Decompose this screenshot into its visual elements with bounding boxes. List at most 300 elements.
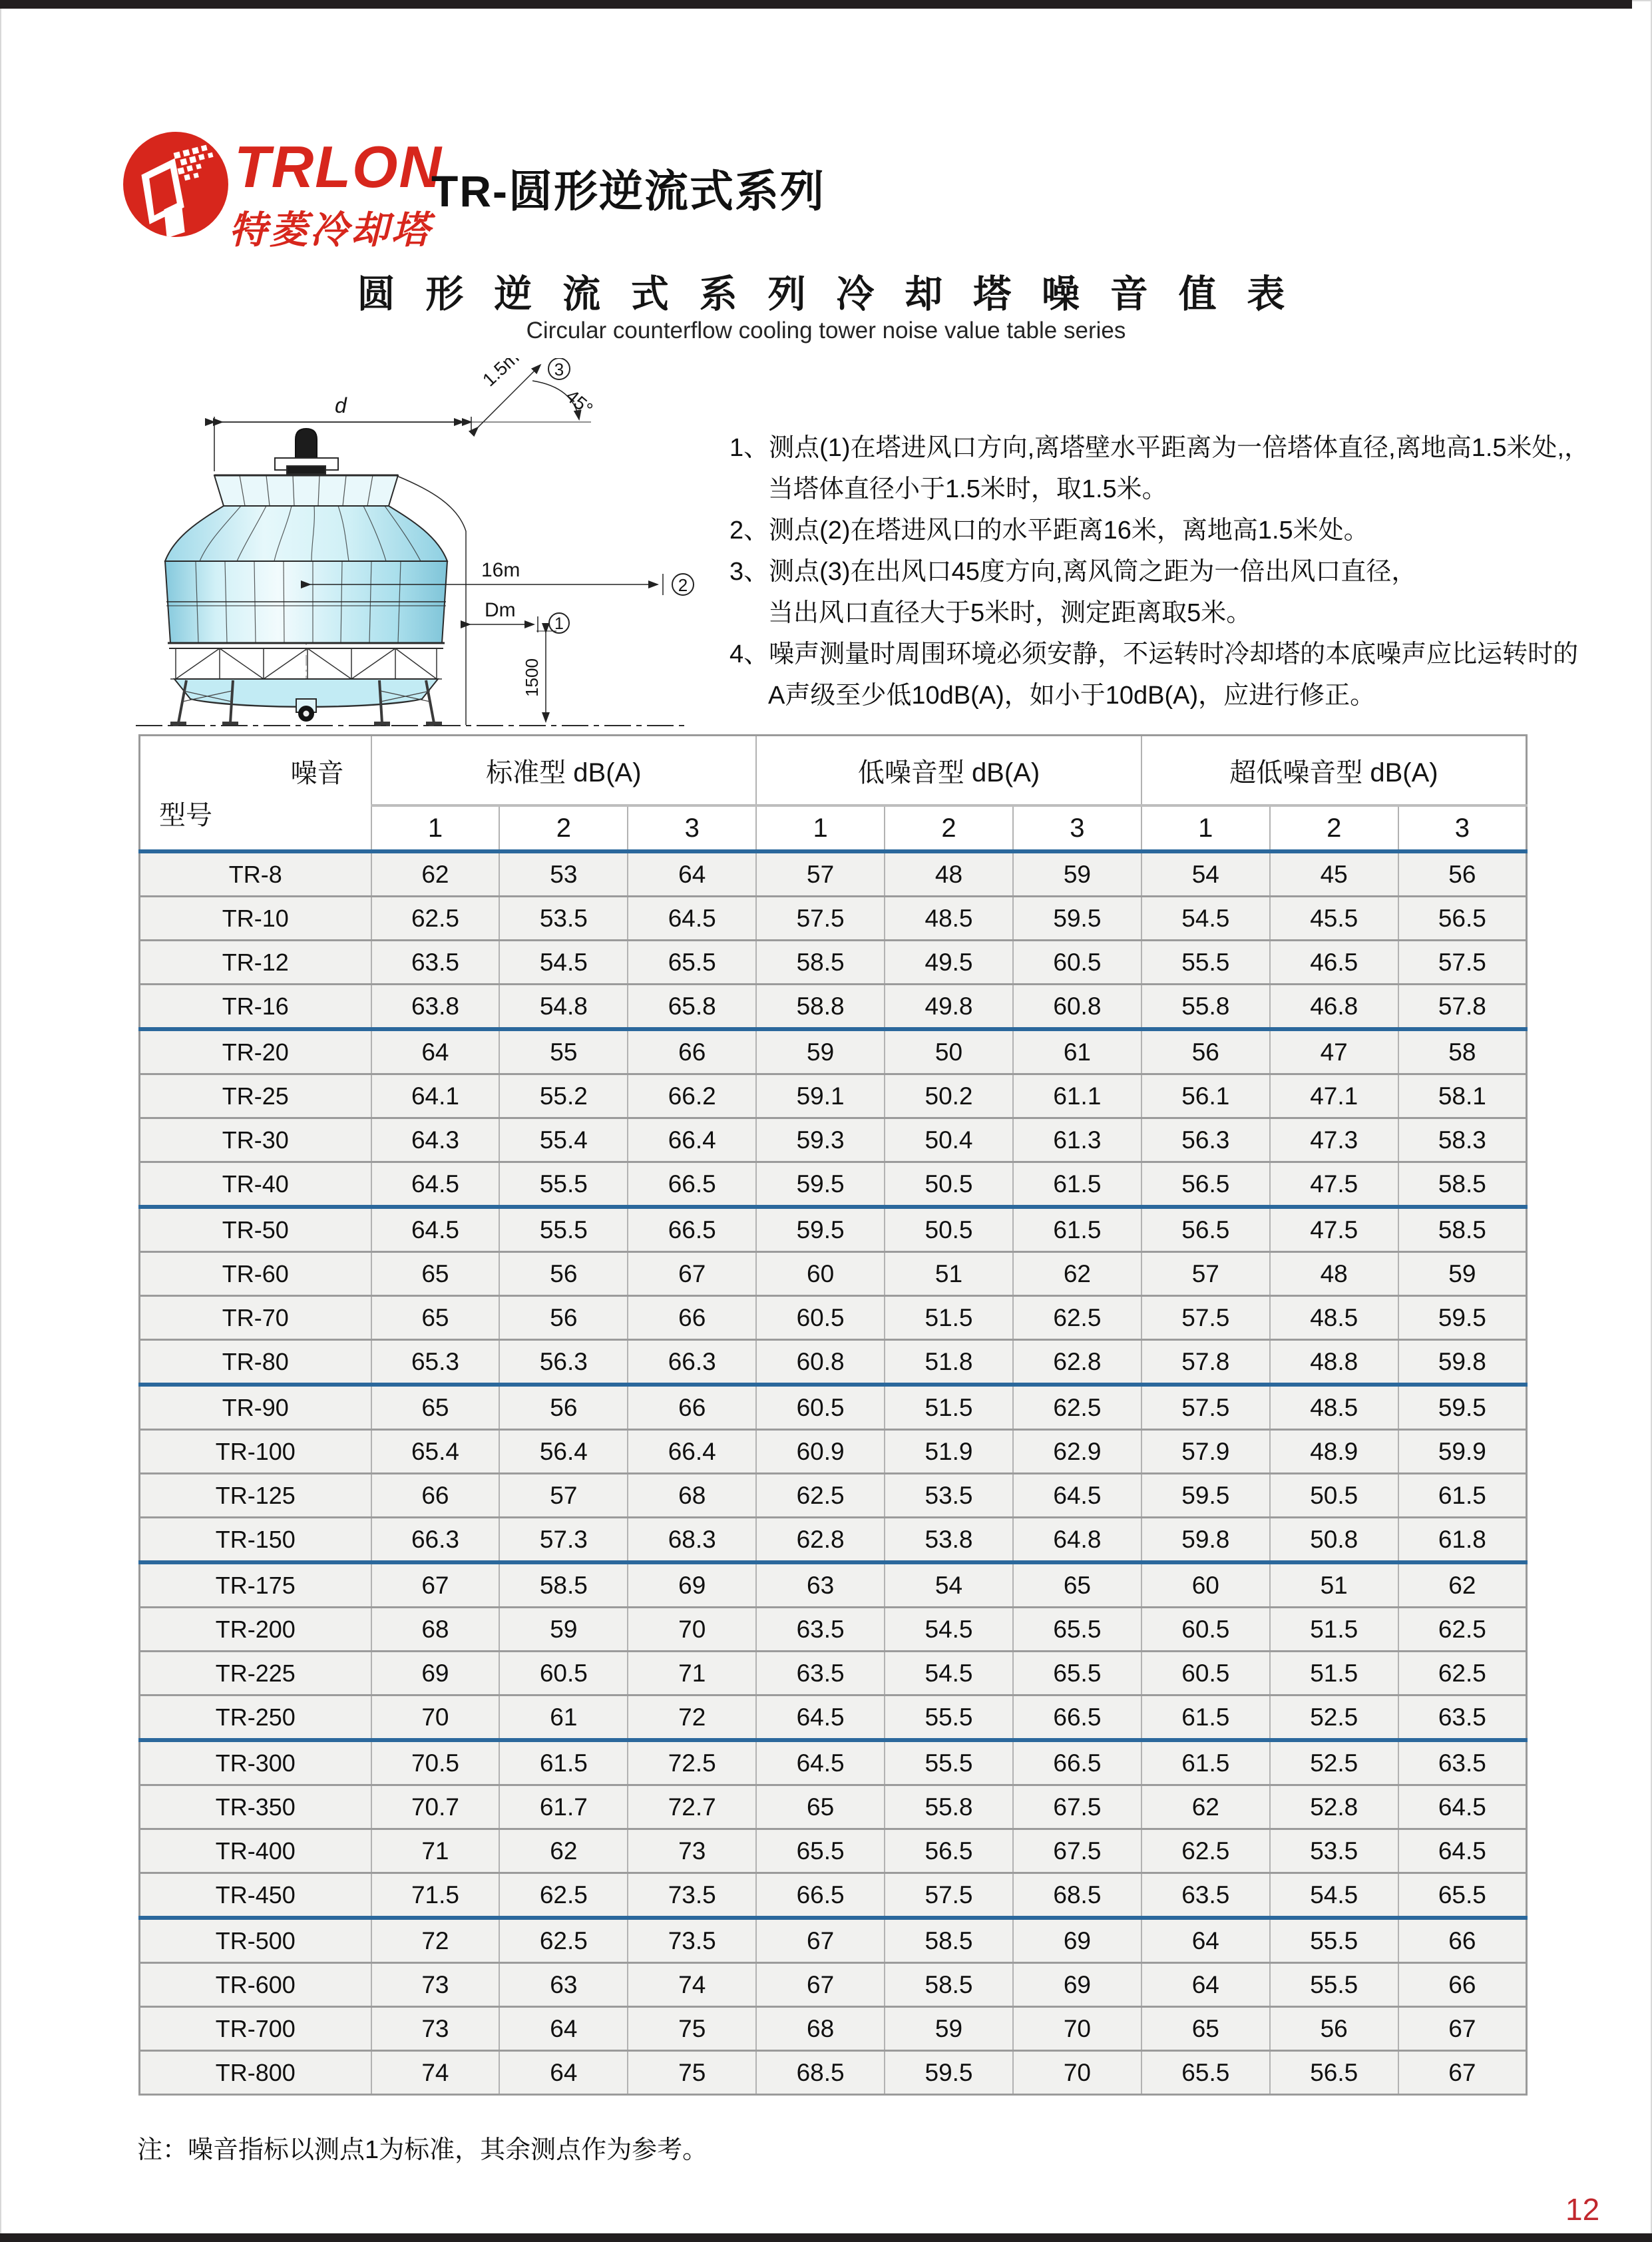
table-row [140,897,1527,941]
value-cell: 56.1 [1141,1074,1270,1118]
value-cell: 48 [885,851,1013,897]
value-cell: 57.5 [1141,1385,1270,1430]
value-cell: 64 [499,2007,628,2051]
value-cell: 73.5 [628,1918,756,1963]
value-cell: 62.5 [371,897,500,941]
value-cell: 65.5 [756,1829,885,1873]
value-cell: 57 [756,851,885,897]
table-row [140,941,1527,985]
value-cell: 53.8 [885,1518,1013,1563]
value-cell: 64 [628,851,756,897]
value-cell: 50.5 [885,1207,1013,1252]
value-cell: 62 [1398,1562,1527,1608]
dim-label-1500: 1500 [522,658,542,697]
value-cell: 67 [371,1562,500,1608]
subcol-header: 3 [1398,805,1527,851]
value-cell: 56 [499,1252,628,1296]
model-cell: TR-350 [140,1785,371,1829]
value-cell: 54.5 [1141,897,1270,941]
value-cell: 54.5 [1270,1873,1398,1918]
value-cell: 66.3 [628,1340,756,1385]
value-cell: 51.5 [885,1296,1013,1340]
value-cell: 67.5 [1013,1785,1141,1829]
value-cell: 59 [885,2007,1013,2051]
table-row [140,1873,1527,1918]
value-cell: 47.5 [1270,1162,1398,1208]
value-cell: 58.5 [756,941,885,985]
value-cell: 60 [1141,1562,1270,1608]
value-cell: 67 [628,1252,756,1296]
value-cell: 61.8 [1398,1518,1527,1563]
measure-point-3 [548,358,570,379]
model-cell: TR-30 [140,1118,371,1162]
value-cell: 69 [1013,1918,1141,1963]
value-cell: 65 [371,1385,500,1430]
value-cell: 55.8 [1141,985,1270,1030]
model-cell: TR-90 [140,1385,371,1430]
value-cell: 65 [1141,2007,1270,2051]
value-cell: 57.8 [1398,985,1527,1030]
value-cell: 55.5 [1270,1963,1398,2007]
value-cell: 61.5 [1013,1162,1141,1208]
top-black-bar [0,0,1632,9]
value-cell: 63.8 [371,985,500,1030]
value-cell: 51 [1270,1562,1398,1608]
value-cell: 59.5 [885,2051,1013,2095]
value-cell: 53.5 [499,897,628,941]
value-cell: 54.8 [499,985,628,1030]
model-cell: TR-40 [140,1162,371,1208]
value-cell: 62.5 [1398,1652,1527,1695]
measure-point-1 [549,613,569,633]
value-cell: 48.5 [1270,1296,1398,1340]
value-cell: 60.5 [1013,941,1141,985]
dim-label-1-5m: 1.5m [478,358,523,391]
value-cell: 64 [371,1029,500,1074]
note-number: 4、 [729,640,769,668]
svg-text:3: 3 [554,359,564,379]
value-cell: 62 [1141,1785,1270,1829]
corner-label-noise: 噪音 [290,759,344,788]
value-cell: 59.5 [1398,1385,1527,1430]
value-cell: 64.3 [371,1118,500,1162]
value-cell: 48 [1270,1252,1398,1296]
table-row [140,1740,1527,1785]
value-cell: 47.1 [1270,1074,1398,1118]
value-cell: 69 [628,1562,756,1608]
value-cell: 72 [628,1695,756,1741]
model-cell: TR-225 [140,1652,371,1695]
value-cell: 56.5 [1141,1207,1270,1252]
value-cell: 63.5 [756,1652,885,1695]
model-cell: TR-700 [140,2007,371,2051]
value-cell: 51 [885,1252,1013,1296]
value-cell: 64.5 [1398,1829,1527,1873]
value-cell: 69 [371,1652,500,1695]
value-cell: 60.5 [756,1296,885,1340]
value-cell: 64.5 [628,897,756,941]
model-cell: TR-175 [140,1562,371,1608]
value-cell: 65 [756,1785,885,1829]
model-cell: TR-250 [140,1695,371,1741]
value-cell: 50.8 [1270,1518,1398,1563]
value-cell: 55.8 [885,1785,1013,1829]
value-cell: 59.9 [1398,1430,1527,1474]
series-title: TR-圆形逆流式系列 [431,166,825,216]
value-cell: 73 [371,2007,500,2051]
value-cell: 61.7 [499,1785,628,1829]
value-cell: 67 [756,1918,885,1963]
subcol-header: 2 [499,805,628,851]
value-cell: 64.5 [756,1740,885,1785]
value-cell: 61.5 [1141,1695,1270,1741]
model-cell: TR-500 [140,1918,371,1963]
value-cell: 65.5 [628,941,756,985]
value-cell: 55.5 [499,1207,628,1252]
note-number: 3、 [729,558,769,586]
value-cell: 45.5 [1270,897,1398,941]
subcol-header: 2 [885,805,1013,851]
value-cell: 55.5 [885,1695,1013,1741]
value-cell: 64.5 [371,1162,500,1208]
value-cell: 60.5 [1141,1608,1270,1652]
value-cell: 63.5 [1398,1695,1527,1741]
value-cell: 60 [756,1252,885,1296]
value-cell: 67 [756,1963,885,2007]
note-number: 1、 [729,434,769,462]
value-cell: 66 [628,1385,756,1430]
value-cell: 54.5 [885,1608,1013,1652]
svg-text:1: 1 [554,614,564,633]
value-cell: 57.5 [885,1873,1013,1918]
model-cell: TR-16 [140,985,371,1030]
value-cell: 64 [499,2051,628,2095]
table-row [140,1608,1527,1652]
table-row [140,1252,1527,1296]
value-cell: 64.5 [1398,1785,1527,1829]
value-cell: 59.1 [756,1074,885,1118]
subcol-header: 1 [371,805,500,851]
value-cell: 67 [1398,2051,1527,2095]
value-cell: 70 [371,1695,500,1741]
model-cell: TR-450 [140,1873,371,1918]
bottom-black-bar [0,2233,1652,2242]
value-cell: 55.4 [499,1118,628,1162]
value-cell: 68.3 [628,1518,756,1563]
value-cell: 62.5 [499,1873,628,1918]
value-cell: 48.5 [1270,1385,1398,1430]
value-cell: 62.9 [1013,1430,1141,1474]
value-cell: 66.5 [756,1873,885,1918]
value-cell: 62 [371,851,500,897]
value-cell: 66 [628,1029,756,1074]
value-cell: 61.3 [1013,1118,1141,1162]
subcol-header: 1 [1141,805,1270,851]
value-cell: 61.5 [499,1740,628,1785]
dimension-d [214,417,471,471]
value-cell: 56 [1398,851,1527,897]
table-row [140,1562,1527,1608]
table-group-header-row [140,736,1527,806]
table-row [140,1652,1527,1695]
table-row [140,1162,1527,1208]
table-row [140,1118,1527,1162]
note-line: 1、测点(1)在塔进风口方向,离塔壁水平距离为一倍塔体直径,离地高1.5米处,， [729,427,1628,469]
value-cell: 55.2 [499,1074,628,1118]
value-cell: 50 [885,1029,1013,1074]
table-row [140,851,1527,897]
value-cell: 70.5 [371,1740,500,1785]
model-cell: TR-8 [140,851,371,897]
dim-label-d: d [335,393,347,417]
value-cell: 55.5 [1270,1918,1398,1963]
table-row [140,1695,1527,1741]
value-cell: 61.5 [1398,1474,1527,1518]
value-cell: 49.5 [885,941,1013,985]
note-item [729,427,1628,510]
notes-list [729,427,1628,716]
model-cell: TR-125 [140,1474,371,1518]
value-cell: 53.5 [1270,1829,1398,1873]
table-row [140,1340,1527,1385]
model-cell: TR-600 [140,1963,371,2007]
cooling-tower-illustration [136,428,688,726]
measure-point-2 [672,574,694,595]
value-cell: 72 [371,1918,500,1963]
value-cell: 56.5 [1398,897,1527,941]
value-cell: 75 [628,2051,756,2095]
value-cell: 68 [628,1474,756,1518]
value-cell: 57 [1141,1252,1270,1296]
value-cell: 62 [499,1829,628,1873]
value-cell: 68 [371,1608,500,1652]
table-row [140,1918,1527,1963]
value-cell: 65 [371,1296,500,1340]
note-item [729,510,1628,551]
value-cell: 70 [628,1608,756,1652]
value-cell: 55 [499,1029,628,1074]
value-cell: 57 [499,1474,628,1518]
table-row [140,985,1527,1030]
table-row [140,1207,1527,1252]
value-cell: 47.3 [1270,1118,1398,1162]
value-cell: 61.5 [1141,1740,1270,1785]
value-cell: 66.2 [628,1074,756,1118]
value-cell: 56 [499,1385,628,1430]
value-cell: 65.5 [1013,1652,1141,1695]
subcol-header: 3 [1013,805,1141,851]
value-cell: 65.5 [1398,1873,1527,1918]
value-cell: 65.3 [371,1340,500,1385]
value-cell: 70.7 [371,1785,500,1829]
svg-text:2: 2 [678,575,688,595]
value-cell: 54.5 [499,941,628,985]
model-cell: TR-80 [140,1340,371,1385]
value-cell: 48.5 [885,897,1013,941]
value-cell: 60.5 [1141,1652,1270,1695]
value-cell: 56.5 [1141,1162,1270,1208]
page-title-en: Circular counterflow cooling tower noise value table series [526,318,1126,343]
value-cell: 58.5 [1398,1207,1527,1252]
value-cell: 60.5 [756,1385,885,1430]
value-cell: 62 [1013,1252,1141,1296]
value-cell: 61 [499,1695,628,1741]
value-cell: 57.5 [756,897,885,941]
value-cell: 75 [628,2007,756,2051]
value-cell: 60.8 [756,1340,885,1385]
table-row [140,1385,1527,1430]
value-cell: 70 [1013,2007,1141,2051]
value-cell: 64 [1141,1918,1270,1963]
value-cell: 73 [371,1963,500,2007]
value-cell: 56.3 [1141,1118,1270,1162]
model-cell: TR-200 [140,1608,371,1652]
value-cell: 49.8 [885,985,1013,1030]
table-corner-cell [140,736,371,852]
table-row [140,1074,1527,1118]
value-cell: 65.4 [371,1430,500,1474]
value-cell: 67.5 [1013,1829,1141,1873]
value-cell: 65 [371,1252,500,1296]
value-cell: 58.5 [885,1963,1013,2007]
corner-label-model: 型号 [159,801,212,830]
value-cell: 58.1 [1398,1074,1527,1118]
table-row [140,1474,1527,1518]
value-cell: 59.5 [1141,1474,1270,1518]
value-cell: 46.8 [1270,985,1398,1030]
value-cell: 59.8 [1141,1518,1270,1563]
note-item [729,634,1628,716]
value-cell: 62.5 [756,1474,885,1518]
dim-label-16m: 16m [481,559,520,581]
value-cell: 64.5 [1013,1474,1141,1518]
value-cell: 54 [1141,851,1270,897]
value-cell: 63.5 [371,941,500,985]
value-cell: 52.5 [1270,1740,1398,1785]
value-cell: 58.5 [1398,1162,1527,1208]
value-cell: 48.8 [1270,1340,1398,1385]
note-line: 当出风口直径大于5米时，测定距离取5米。 [768,599,1252,627]
value-cell: 50.4 [885,1118,1013,1162]
noise-table [138,734,1528,2096]
value-cell: 58.8 [756,985,885,1030]
value-cell: 66.3 [371,1518,500,1563]
value-cell: 67 [1398,2007,1527,2051]
value-cell: 59 [1013,851,1141,897]
value-cell: 63 [756,1562,885,1608]
value-cell: 63.5 [756,1608,885,1652]
value-cell: 62.5 [1013,1296,1141,1340]
value-cell: 56 [1141,1029,1270,1074]
value-cell: 59.8 [1398,1340,1527,1385]
value-cell: 64.1 [371,1074,500,1118]
value-cell: 46.5 [1270,941,1398,985]
value-cell: 65.8 [628,985,756,1030]
value-cell: 66 [1398,1918,1527,1963]
value-cell: 66.5 [1013,1695,1141,1741]
value-cell: 57.5 [1398,941,1527,985]
model-cell: TR-150 [140,1518,371,1563]
value-cell: 66.5 [628,1207,756,1252]
value-cell: 55.5 [1141,941,1270,985]
value-cell: 73 [628,1829,756,1873]
table-row [140,1785,1527,1829]
value-cell: 72.7 [628,1785,756,1829]
note-line: 3、测点(3)在出风口45度方向,离风筒之距为一倍出风口直径， [729,551,1628,592]
value-cell: 59.5 [756,1162,885,1208]
value-cell: 58.5 [499,1562,628,1608]
brand-name: TRLON [234,134,443,200]
value-cell: 57.5 [1141,1296,1270,1340]
model-cell: TR-25 [140,1074,371,1118]
value-cell: 64 [1141,1963,1270,2007]
value-cell: 71.5 [371,1873,500,1918]
value-cell: 74 [371,2051,500,2095]
value-cell: 62.5 [499,1918,628,1963]
value-cell: 74 [628,1963,756,2007]
value-cell: 62.5 [1013,1385,1141,1430]
value-cell: 56 [499,1296,628,1340]
model-cell: TR-50 [140,1207,371,1252]
value-cell: 63.5 [1398,1740,1527,1785]
value-cell: 56.3 [499,1340,628,1385]
value-cell: 52.8 [1270,1785,1398,1829]
value-cell: 64.8 [1013,1518,1141,1563]
value-cell: 65.5 [1013,1608,1141,1652]
value-cell: 62.8 [756,1518,885,1563]
value-cell: 61.1 [1013,1074,1141,1118]
model-cell: TR-12 [140,941,371,985]
note-item [729,551,1628,634]
value-cell: 62.8 [1013,1340,1141,1385]
value-cell: 65.5 [1141,2051,1270,2095]
value-cell: 68.5 [1013,1873,1141,1918]
value-cell: 50.2 [885,1074,1013,1118]
value-cell: 66 [628,1296,756,1340]
value-cell: 73.5 [628,1873,756,1918]
model-cell: TR-100 [140,1430,371,1474]
value-cell: 59.5 [756,1207,885,1252]
value-cell: 56.5 [885,1829,1013,1873]
value-cell: 63.5 [1141,1873,1270,1918]
value-cell: 54 [885,1562,1013,1608]
note-line: 2、测点(2)在塔进风口的水平距离16米，离地高1.5米处。 [729,510,1628,551]
model-cell: TR-20 [140,1029,371,1074]
value-cell: 59 [499,1608,628,1652]
group-header-standard: 标准型 dB(A) [371,736,757,806]
value-cell: 70 [1013,2051,1141,2095]
value-cell: 47 [1270,1029,1398,1074]
value-cell: 45 [1270,851,1398,897]
footer-note: 注：噪音指标以测点1为标准，其余测点作为参考。 [137,2136,708,2164]
value-cell: 72.5 [628,1740,756,1785]
group-header-low-noise: 低噪音型 dB(A) [756,736,1141,806]
table-row [140,2051,1527,2095]
dim-label-45deg: 45° [562,385,597,419]
value-cell: 50.5 [1270,1474,1398,1518]
value-cell: 56.4 [499,1430,628,1474]
value-cell: 57.3 [499,1518,628,1563]
value-cell: 56.5 [1270,2051,1398,2095]
note-line: A声级至少低10dB(A)，如小于10dB(A)，应进行修正。 [768,682,1376,710]
subcol-header: 1 [756,805,885,851]
value-cell: 51.9 [885,1430,1013,1474]
value-cell: 60.5 [499,1652,628,1695]
cooling-tower-diagram [99,358,711,730]
value-cell: 62.5 [1398,1608,1527,1652]
value-cell: 60.9 [756,1430,885,1474]
value-cell: 66.4 [628,1118,756,1162]
